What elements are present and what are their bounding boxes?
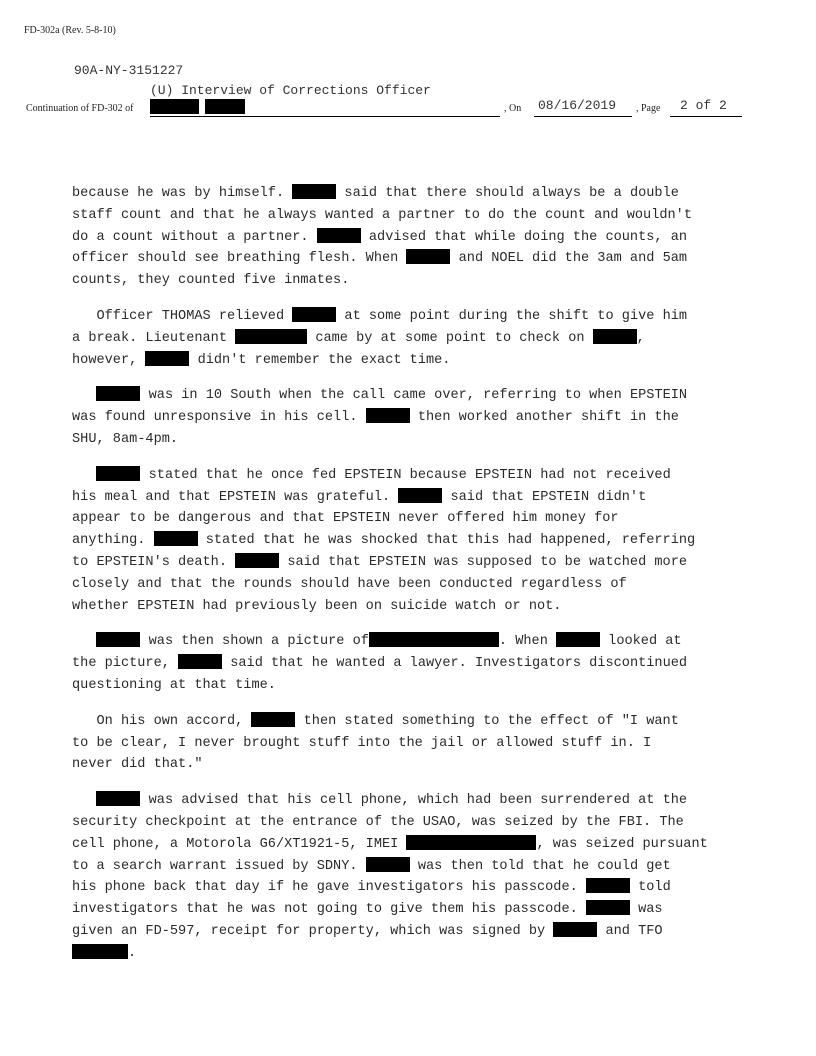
text-line xyxy=(72,678,276,693)
redaction-bar xyxy=(292,307,336,322)
text-fragment: came by at some point to check on xyxy=(307,330,593,346)
text-fragment: then stated something to the effect of "I want xyxy=(295,713,679,729)
on-label: , On xyxy=(504,103,522,114)
text-fragment: . xyxy=(128,945,137,961)
text-fragment: was found unresponsive in his cell. xyxy=(72,410,366,426)
redaction-bar xyxy=(178,654,222,669)
text-fragment: given an FD-597, receipt for property, which was signed by xyxy=(72,923,554,939)
continuation-redaction-2 xyxy=(205,99,245,114)
text-line xyxy=(72,757,203,772)
redaction-bar xyxy=(556,632,600,647)
text-fragment: his meal and that EPSTEIN was grateful. xyxy=(72,489,399,505)
text-line xyxy=(72,736,651,751)
date-line xyxy=(534,116,632,117)
text-fragment: looked at xyxy=(600,634,682,650)
redaction-bar xyxy=(398,488,442,503)
continuation-redaction-1 xyxy=(150,99,199,114)
text-fragment xyxy=(72,793,96,808)
text-line xyxy=(72,388,687,403)
text-line xyxy=(72,793,687,808)
text-fragment: however, xyxy=(72,352,146,368)
text-fragment: and NOEL did the 3am and 5am xyxy=(450,251,688,267)
text-fragment: appear to be dangerous and that EPSTEIN never offered him money for xyxy=(72,511,619,527)
redaction-bar xyxy=(251,712,295,727)
text-fragment: whether EPSTEIN had previously been on suicide watch or not. xyxy=(72,598,562,614)
text-line xyxy=(72,353,450,368)
text-line xyxy=(72,859,671,874)
text-fragment xyxy=(72,468,96,483)
text-fragment: didn't remember the exact time. xyxy=(189,352,451,368)
redaction-bar xyxy=(593,329,637,344)
text-fragment: his phone back that day if he gave investigators his passcode. xyxy=(72,880,586,896)
text-fragment: then worked another shift in the xyxy=(409,410,679,426)
text-fragment: because he was by himself. xyxy=(72,186,293,201)
text-fragment: to a search warrant issued by SDNY. xyxy=(72,858,366,874)
text-line xyxy=(72,815,684,830)
page-number: 2 of 2 xyxy=(680,98,727,113)
text-line xyxy=(72,410,679,425)
text-fragment: , xyxy=(636,330,645,346)
text-fragment: security checkpoint at the entrance of the USAO, was seized by the FBI. The xyxy=(72,814,684,830)
paragraph xyxy=(72,183,752,292)
text-line xyxy=(72,186,679,201)
text-line xyxy=(72,902,663,917)
text-fragment: the picture, xyxy=(72,656,179,672)
text-line xyxy=(72,230,687,245)
text-fragment: was in 10 South when the call came over, referring to when EPSTEIN xyxy=(140,388,688,404)
text-fragment: investigators that he was not going to give them his passcode. xyxy=(72,902,586,918)
text-line xyxy=(72,273,349,288)
text-line xyxy=(72,511,619,526)
paragraph xyxy=(72,385,752,450)
text-fragment: never did that." xyxy=(72,757,203,773)
redaction-bar xyxy=(406,835,536,850)
document-body xyxy=(72,183,752,979)
text-fragment: was then shown a picture of xyxy=(140,634,369,650)
text-line xyxy=(72,251,687,266)
text-fragment: to be clear, I never brought stuff into the jail or allowed stuff in. I xyxy=(72,735,652,751)
text-line xyxy=(72,634,682,649)
text-fragment: was xyxy=(629,902,663,918)
interview-date: 08/16/2019 xyxy=(538,98,617,113)
text-fragment: said that EPSTEIN didn't xyxy=(442,489,647,505)
text-fragment: Officer THOMAS relieved xyxy=(72,308,293,324)
redaction-bar xyxy=(72,944,128,959)
paragraph xyxy=(72,790,752,964)
text-fragment: counts, they counted five inmates. xyxy=(72,273,350,289)
redaction-bar xyxy=(96,791,140,806)
redaction-bar xyxy=(145,351,189,366)
redaction-bar xyxy=(586,878,630,893)
text-fragment: was advised that his cell phone, which had been surrendered at the xyxy=(140,793,688,809)
text-line xyxy=(72,880,671,895)
text-line xyxy=(72,656,687,671)
text-line xyxy=(72,432,178,447)
text-line xyxy=(72,946,136,961)
redaction-bar xyxy=(154,531,198,546)
text-fragment: . When xyxy=(498,634,557,650)
paragraph xyxy=(72,711,752,776)
text-fragment: to EPSTEIN's death. xyxy=(72,554,236,570)
text-fragment: On his own accord, xyxy=(72,713,252,729)
text-fragment: said that there should always be a double xyxy=(336,186,679,201)
redaction-bar xyxy=(366,857,410,872)
text-fragment: stated that he was shocked that this had happened, referring xyxy=(197,533,696,549)
text-fragment: stated that he once fed EPSTEIN because EPSTEIN had not received xyxy=(140,467,671,483)
redaction-bar xyxy=(366,408,410,423)
text-line xyxy=(72,924,663,939)
text-fragment: do a count without a partner. xyxy=(72,229,317,245)
text-line xyxy=(72,837,708,852)
text-line xyxy=(72,309,687,324)
redaction-bar xyxy=(96,386,140,401)
text-line xyxy=(72,490,646,505)
text-line xyxy=(72,714,679,729)
text-line xyxy=(72,208,692,223)
text-line xyxy=(72,468,671,483)
text-fragment: said that EPSTEIN was supposed to be watched more xyxy=(279,554,688,570)
text-fragment: said that he wanted a lawyer. Investigators discontinued xyxy=(222,656,688,672)
page-label: , Page xyxy=(636,103,661,114)
text-fragment: officer should see breathing flesh. When xyxy=(72,251,407,267)
continuation-line xyxy=(150,116,500,117)
text-line xyxy=(72,331,645,346)
paragraph xyxy=(72,306,752,371)
text-line xyxy=(72,533,695,548)
paragraph xyxy=(72,465,752,618)
text-fragment: cell phone, a Motorola G6/XT1921-5, IMEI xyxy=(72,836,407,852)
text-line xyxy=(72,577,627,592)
redaction-bar xyxy=(96,632,140,647)
redaction-bar xyxy=(235,553,279,568)
text-fragment: staff count and that he always wanted a partner to do the count and wouldn't xyxy=(72,207,692,223)
redaction-bar xyxy=(317,228,361,243)
text-fragment: was then told that he could get xyxy=(409,858,671,874)
text-fragment: questioning at that time. xyxy=(72,677,276,693)
document-subject: (U) Interview of Corrections Officer xyxy=(150,83,431,98)
paragraph xyxy=(72,631,752,696)
text-fragment: advised that while doing the counts, an xyxy=(360,229,688,245)
form-revision: FD-302a (Rev. 5-8-10) xyxy=(24,25,116,36)
continuation-label: Continuation of FD-302 of xyxy=(26,103,134,114)
text-fragment: told xyxy=(629,880,671,896)
redaction-bar xyxy=(96,466,140,481)
text-fragment: a break. Lieutenant xyxy=(72,330,236,346)
file-number: 90A-NY-3151227 xyxy=(74,63,184,78)
text-fragment: anything. xyxy=(72,533,154,549)
text-fragment: at some point during the shift to give him xyxy=(336,308,688,324)
text-fragment xyxy=(72,388,96,403)
text-fragment: closely and that the rounds should have been conducted regardless of xyxy=(72,576,627,592)
redaction-bar xyxy=(586,900,630,915)
text-fragment xyxy=(72,634,96,649)
text-fragment: and TFO xyxy=(597,923,663,939)
redaction-bar xyxy=(292,184,336,199)
redaction-bar xyxy=(553,922,597,937)
text-line xyxy=(72,599,561,614)
redaction-bar xyxy=(369,632,499,647)
redaction-bar xyxy=(406,249,450,264)
page-line xyxy=(670,116,742,117)
redaction-bar xyxy=(235,329,307,344)
text-fragment: , was seized pursuant xyxy=(536,836,708,852)
text-line xyxy=(72,555,687,570)
text-fragment: SHU, 8am-4pm. xyxy=(72,431,179,447)
